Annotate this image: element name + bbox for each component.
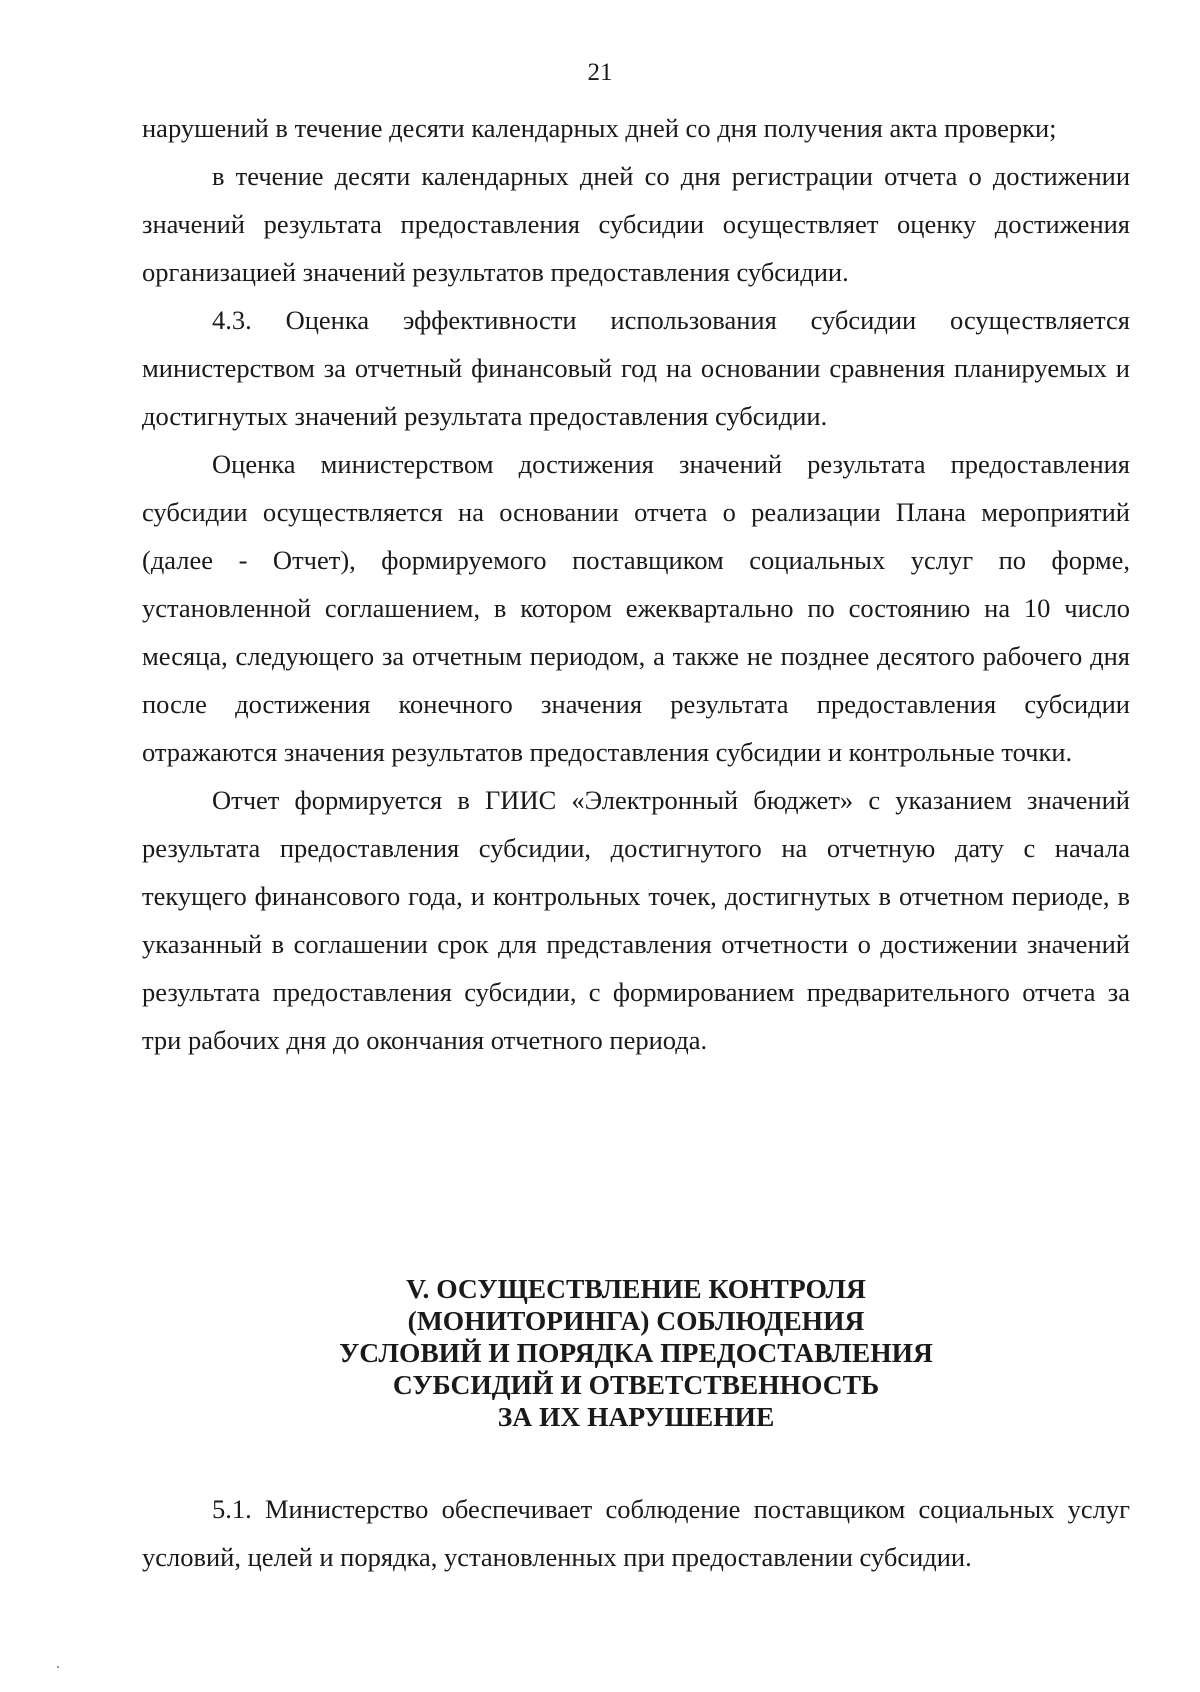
paragraph-report-formation: Отчет формируется в ГИИС «Электронный бюджет» с указанием значений результата предоставления субсидии, достигнутого на отчетную дату с начала текущего финансового года, и контрольных точек, достигнутых в отчетном периоде, в указанный в соглашении срок для представления отчетности о достижении значений результата предоставления субсидии, с формированием предварительного отчета за три рабочих дня до окончания отчетного периода. bbox=[142, 785, 1130, 1055]
paragraph-5-1: 5.1. Министерство обеспечивает соблюдение поставщиком социальных услуг условий, целей и порядка, установленных при предоставлении субсидии. bbox=[142, 1494, 1130, 1572]
paragraph-continuation: нарушений в течение десяти календарных дней со дня получения акта проверки; bbox=[142, 113, 1057, 143]
section-heading bbox=[142, 1273, 1130, 1433]
document-body bbox=[142, 104, 1130, 1064]
paragraph-report-basis: Оценка министерством достижения значений результата предоставления субсидии осуществляется на основании отчета о реализации Плана мероприятий (далее - Отчет), формируемого поставщиком социальных услуг по форме, установленной соглашением, в котором ежеквартально по состоянию на 10 число месяца, следующего за отчетным периодом, а также не позднее десятого рабочего дня после достижения конечного значения результата предоставления субсидии отражаются значения результатов предоставления субсидии и контрольные точки. bbox=[142, 449, 1130, 767]
section-heading-line: УСЛОВИЙ И ПОРЯДКА ПРЕДОСТАВЛЕНИЯ bbox=[339, 1337, 933, 1368]
section-heading-line: (МОНИТОРИНГА) СОБЛЮДЕНИЯ bbox=[407, 1305, 865, 1336]
paragraph-assessment-deadline: в течение десяти календарных дней со дня регистрации отчета о достижении значений результата предоставления субсидии осуществляет оценку достижения организацией значений результатов предоставления субсидии. bbox=[142, 161, 1130, 287]
paragraph-4-3: 4.3. Оценка эффективности использования субсидии осуществляется министерством за отчетный финансовый год на основании сравнения планируемых и достигнутых значений результата предоставления субсидии. bbox=[142, 305, 1130, 431]
section-heading-line: ЗА ИХ НАРУШЕНИЕ bbox=[497, 1401, 775, 1432]
scan-speck bbox=[57, 1666, 59, 1668]
section-heading-line: СУБСИДИЙ И ОТВЕТСТВЕННОСТЬ bbox=[392, 1369, 880, 1400]
section-heading-line: V. ОСУЩЕСТВЛЕНИЕ КОНТРОЛЯ bbox=[406, 1273, 866, 1304]
page-number: 21 bbox=[587, 59, 613, 86]
section-body bbox=[142, 1485, 1130, 1581]
